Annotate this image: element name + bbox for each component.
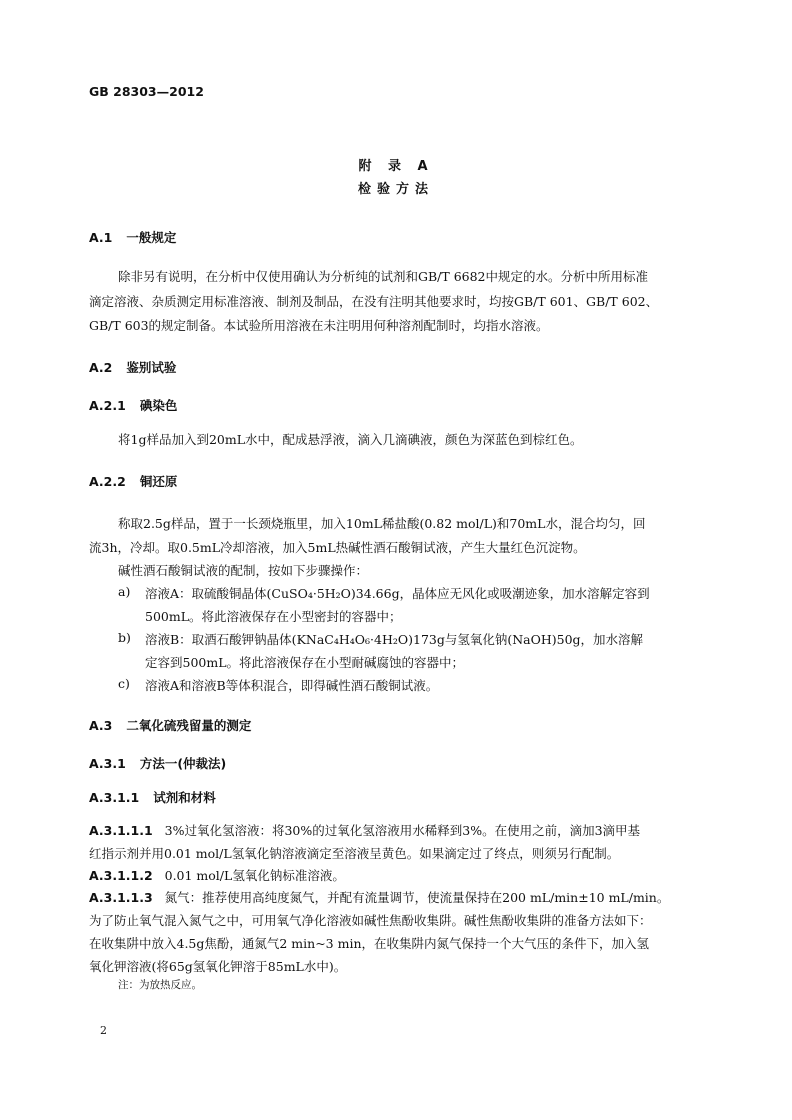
section-title: 碘染色 [139, 398, 178, 413]
section-title: 方法一(仲裁法) [139, 756, 227, 771]
note: 注：为放热反应。 [118, 979, 202, 991]
section-number: A.3 [89, 718, 113, 733]
list-item-line: 溶液A和溶液B等体积混合，即得碱性酒石酸铜试液。 [145, 678, 439, 693]
section-title: 一般规定 [126, 230, 177, 245]
paragraph-line: 为了防止氧气混入氮气之中，可用氧气净化溶液如碱性焦酚收集阱。碱性焦酚收集阱的准备方法如下： [89, 913, 652, 928]
paragraph-line: 红指示剂并用0.01 mol/L氢氧化钠溶液滴定至溶液呈黄色。如果滴定过了终点，则须另行配制。 [89, 846, 620, 861]
section-heading-a22 [89, 472, 177, 490]
section-heading-a3 [89, 716, 251, 734]
section-title: 二氧化硫残留量的测定 [126, 718, 252, 733]
paragraph-line: 称取2.5g样品，置于一长颈烧瓶里，加入10mL稀盐酸(0.82 mol/L)和70mL水，混合均匀，回 [118, 516, 646, 531]
clause-number: A.3.1.1.1 [89, 823, 153, 838]
clause-number: A.3.1.1.2 [89, 868, 153, 883]
clause-text: 0.01 mol/L氢氧化钠标准溶液。 [164, 868, 345, 883]
list-item-line: 500mL。将此溶液保存在小型密封的容器中； [145, 609, 402, 624]
paragraph-line: 碱性酒石酸铜试液的配制，按如下步骤操作： [118, 563, 369, 578]
clause-number: A.3.1.1.3 [89, 890, 153, 905]
list-item-label: c) [118, 676, 130, 691]
section-heading-a311 [89, 788, 216, 806]
list-item-label: b) [118, 630, 131, 645]
paragraph-line: 滴定溶液、杂质测定用标准溶液、制剂及制品，在没有注明其他要求时，均按GB/T 601、GB/T 602、 [89, 294, 659, 309]
paragraph-line [89, 821, 640, 839]
appendix-title: 检验方法 [357, 182, 434, 197]
section-number: A.2 [89, 360, 113, 375]
section-number: A.2.1 [89, 398, 126, 413]
section-number: A.1 [89, 230, 113, 245]
section-number: A.2.2 [89, 474, 126, 489]
paragraph-line: 氧化钾溶液(将65g氢氧化钾溶于85mL水中)。 [89, 959, 347, 974]
list-item-line: 定容到500mL。将此溶液保存在小型耐碱腐蚀的容器中； [145, 655, 465, 670]
page-number: 2 [100, 1024, 107, 1037]
section-title: 铜还原 [139, 474, 178, 489]
appendix-label: 附 录 A [358, 159, 434, 174]
paragraph-line: 将1g样品加入到20mL水中，配成悬浮液，滴入几滴碘液，颜色为深蓝色到棕红色。 [118, 432, 583, 447]
standard-number: GB 28303—2012 [89, 84, 204, 99]
clause-text: 3%过氧化氢溶液：将30%的过氧化氢溶液用水稀释到3%。在使用之前，滴加3滴甲基 [164, 823, 641, 838]
section-heading-a31 [89, 754, 226, 772]
paragraph-line: 除非另有说明，在分析中仅使用确认为分析纯的试剂和GB/T 6682中规定的水。分析中所用标准 [118, 269, 649, 284]
section-number: A.3.1 [89, 756, 126, 771]
paragraph-line: GB/T 603的规定制备。本试验所用溶液在未注明用何种溶剂配制时，均指水溶液。 [89, 318, 549, 333]
paragraph-line [89, 866, 345, 884]
list-item-line: 溶液A：取硫酸铜晶体(CuSO₄·5H₂O)34.66g，晶体应无风化或吸潮迹象，加水溶解定容到 [145, 586, 650, 601]
section-title: 试剂和材料 [153, 790, 216, 805]
list-item-line: 溶液B：取酒石酸钾钠晶体(KNaC₄H₄O₆·4H₂O)173g与氢氧化钠(NaOH)50g，加水溶解 [145, 632, 644, 647]
section-title: 鉴别试验 [126, 360, 177, 375]
paragraph-line [89, 888, 669, 906]
list-item-label: a) [118, 584, 131, 599]
clause-text: 氮气：推荐使用高纯度氮气，并配有流量调节，使流量保持在200 mL/min±10 mL/min。 [164, 890, 670, 905]
paragraph-line: 在收集阱中放入4.5g焦酚，通氮气2 min~3 min，在收集阱内氮气保持一个大气压的条件下，加入氢 [89, 936, 650, 951]
section-heading-a1 [89, 228, 176, 246]
paragraph-line: 流3h，冷却。取0.5mL冷却溶液，加入5mL热碱性酒石酸铜试液，产生大量红色沉淀物。 [89, 540, 586, 555]
section-heading-a2 [89, 358, 176, 376]
section-heading-a21 [89, 396, 177, 414]
section-number: A.3.1.1 [89, 790, 140, 805]
